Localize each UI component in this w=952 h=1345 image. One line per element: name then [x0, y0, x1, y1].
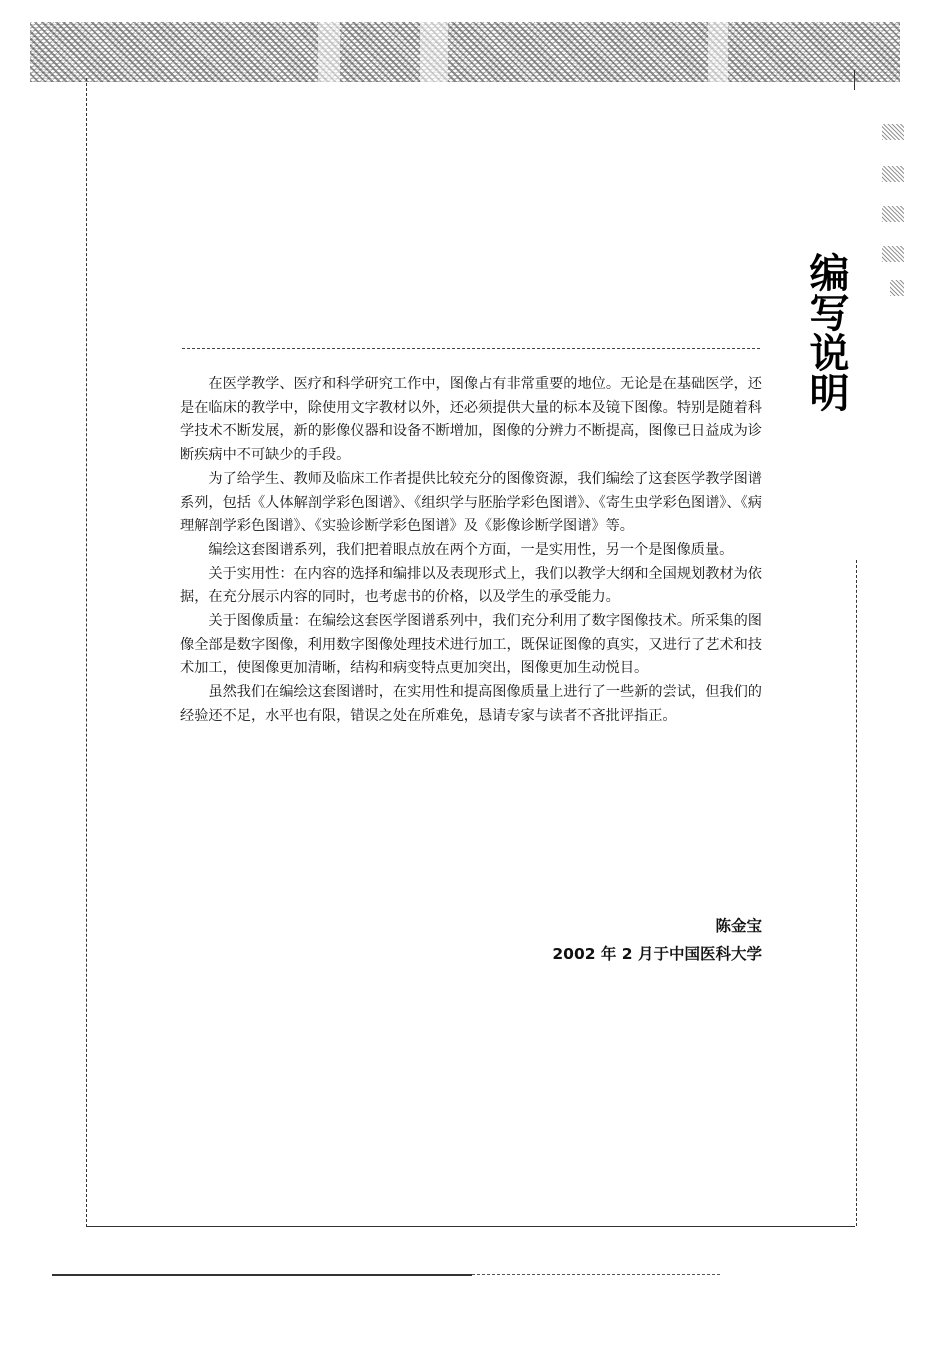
page-frame-right-top	[854, 70, 855, 90]
paragraph: 关于实用性：在内容的选择和编排以及表现形式上，我们以教学大纲和全国规划教材为依据，在充分展示内容的同时，也考虑书的价格，以及学生的承受能力。	[180, 565, 762, 606]
paragraph: 编绘这套图谱系列，我们把着眼点放在两个方面，一是实用性，另一个是图像质量。	[208, 541, 734, 558]
scan-edge-mark	[882, 206, 904, 222]
signature-block	[420, 912, 762, 968]
paragraph: 关于图像质量：在编绘这套医学图谱系列中，我们充分利用了数字图像技术。所采集的图像全部是数字图像，利用数字图像处理技术进行加工，既保证图像的真实，又进行了艺术和技术加工，使图像更加清晰，结构和病变特点更加突出，图像更加生动悦目。	[180, 613, 762, 677]
scan-edge-mark	[890, 280, 904, 296]
paragraph: 在医学教学、医疗和科学研究工作中，图像占有非常重要的地位。无论是在基础医学，还是在临床的教学中，除使用文字教材以外，还必须提供大量的标本及镜下图像。特别是随着科学技术不断发展，新的影像仪器和设备不断增加，图像的分辨力不断提高，图像已日益成为诊断疾病中不可缺少的手段。	[180, 376, 762, 464]
body-text	[180, 373, 762, 729]
scan-noise-gap	[708, 22, 728, 82]
top-divider	[182, 348, 760, 349]
author-name: 陈金宝	[715, 917, 762, 935]
bottom-divider-solid	[52, 1274, 472, 1276]
scan-noise-band	[30, 22, 900, 82]
scan-noise-gap	[420, 22, 448, 82]
scan-noise-gap	[318, 22, 340, 82]
date-place: 2002 年 2 月于中国医科大学	[552, 945, 762, 963]
scan-edge-mark	[882, 124, 904, 140]
paragraph: 为了给学生、教师及临床工作者提供比较充分的图像资源，我们编绘了这套医学教学图谱系列，包括《人体解剖学彩色图谱》、《组织学与胚胎学彩色图谱》、《寄生虫学彩色图谱》、《病理解剖学彩色图谱》、《实验诊断学彩色图谱》及《影像诊断学图谱》等。	[180, 470, 762, 535]
page-frame-right	[856, 560, 857, 1226]
page-title: 编写说明	[803, 252, 849, 412]
scan-edge-mark	[882, 246, 904, 262]
scan-edge-mark	[882, 166, 904, 182]
paragraph: 虽然我们在编绘这套图谱时，在实用性和提高图像质量上进行了一些新的尝试，但我们的经验还不足，水平也有限，错误之处在所难免，恳请专家与读者不吝批评指正。	[180, 684, 762, 724]
